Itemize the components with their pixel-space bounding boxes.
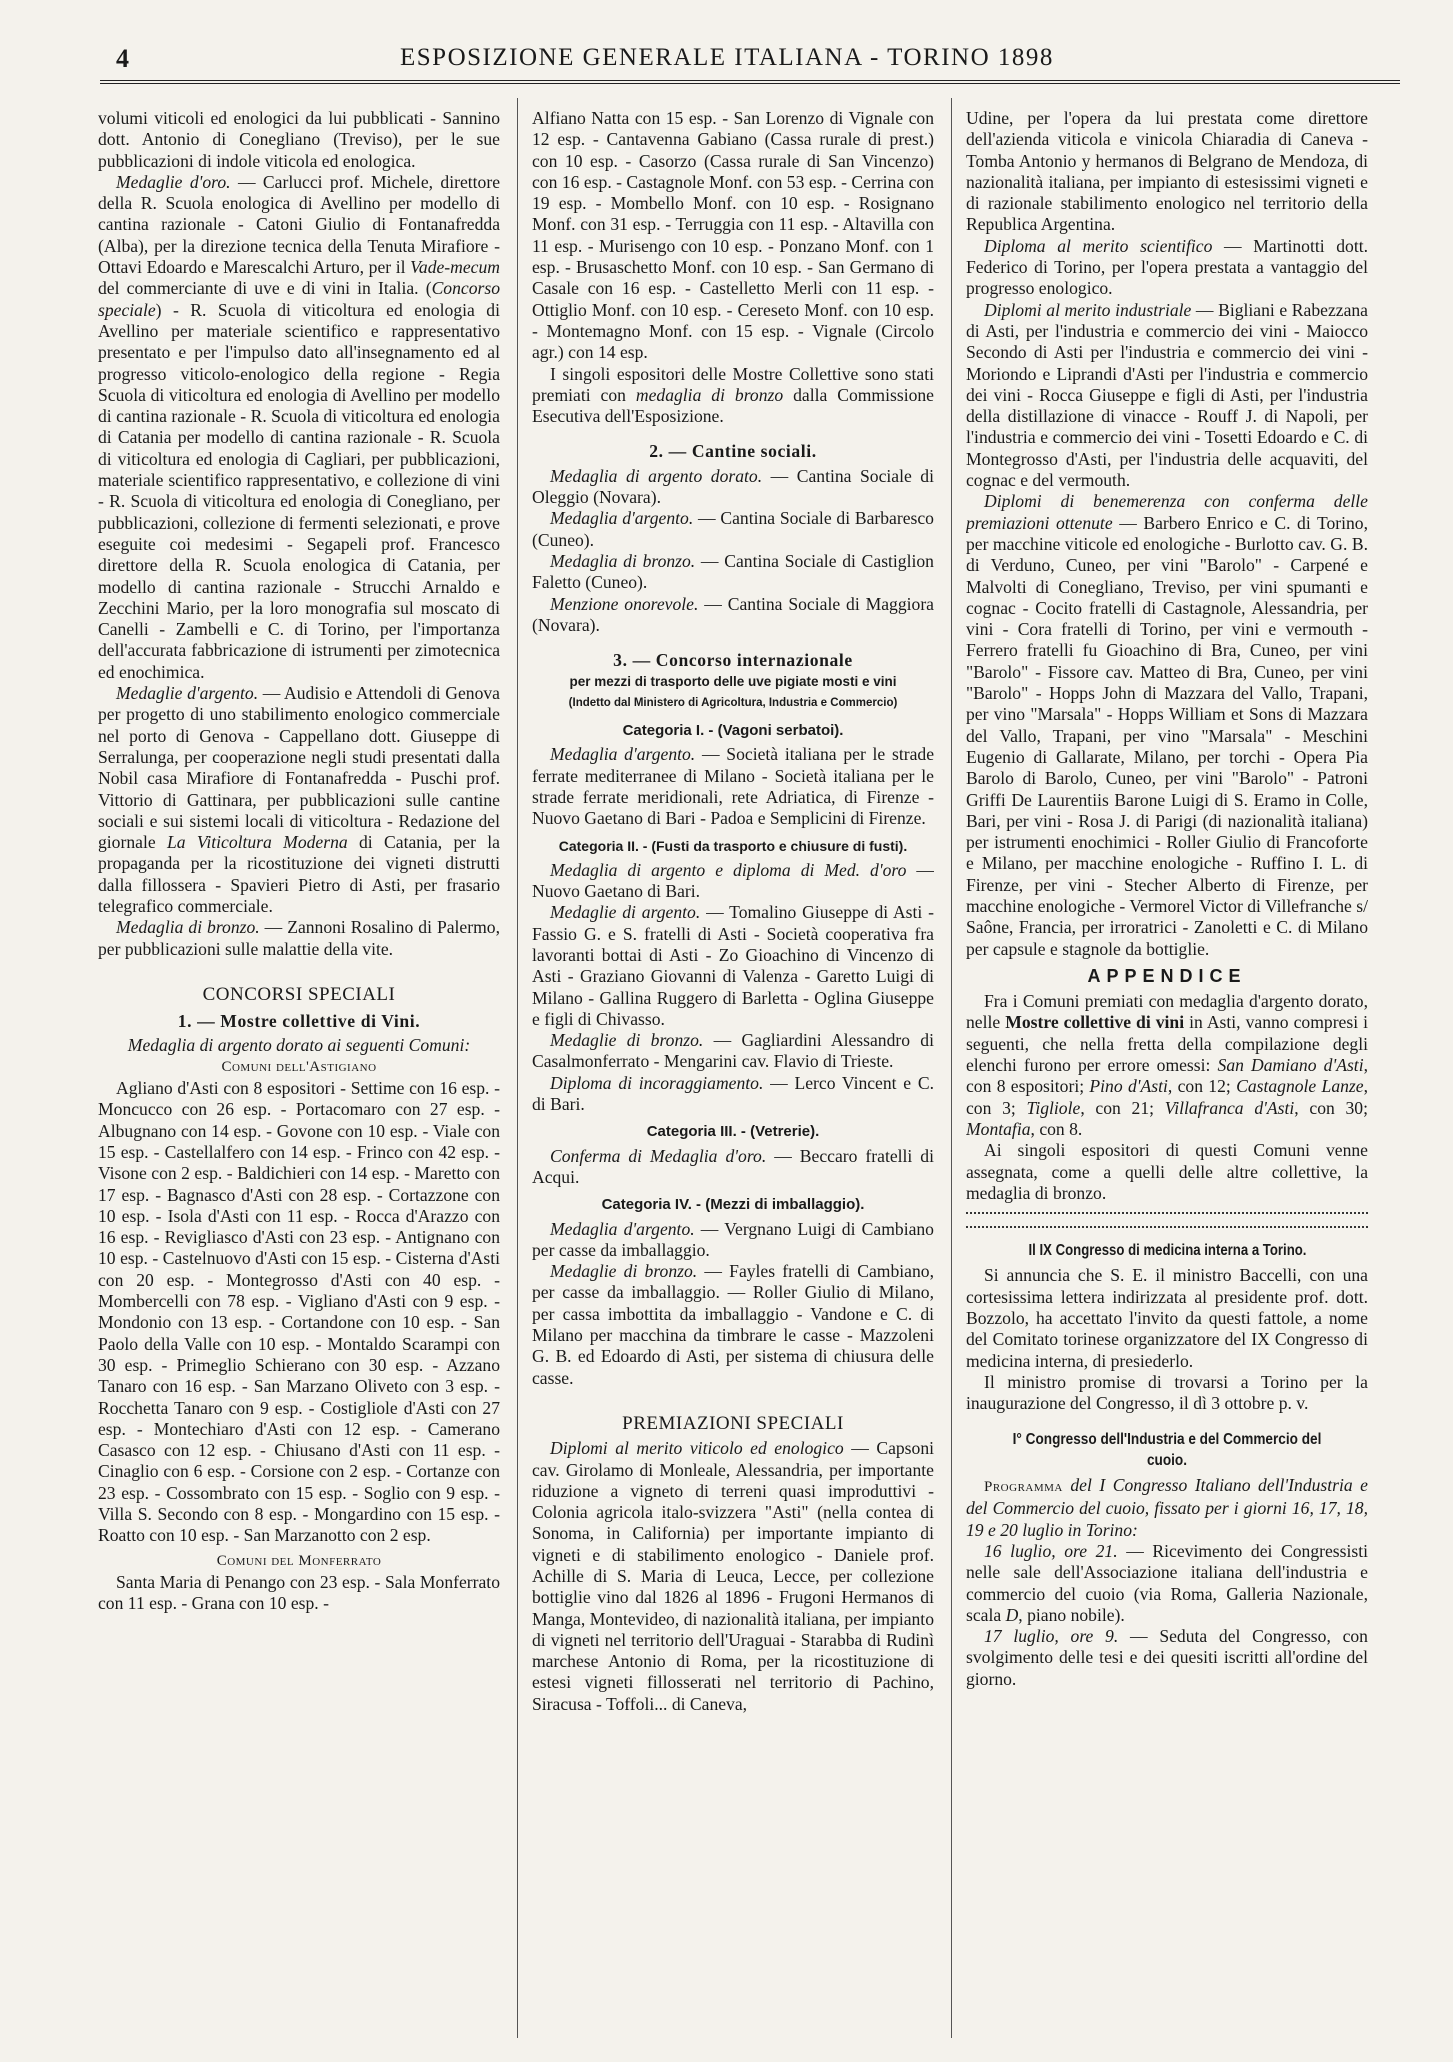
award-label: Medaglie di argento. (550, 902, 701, 923)
award-label: Medaglia d'argento. (550, 744, 696, 765)
text: dalla Commissione Esecutiva dell'Esposizione. (532, 384, 934, 427)
text: , con 12; (1167, 1076, 1237, 1097)
award-label: Medaglia di bronzo. (550, 550, 696, 571)
award-text: di Catania, per la propaganda per la ricostituzione dei vigneti distrutti dalla fillossera - Spavieri Pietro di Asti, per frasario telegrafico commerciale. (98, 832, 500, 916)
paragraph (532, 594, 934, 637)
page-number: 4 (116, 44, 129, 73)
text: I singoli espositori delle Mostre Collettive sono stati premiati con (532, 363, 934, 405)
article-title (966, 1423, 1368, 1476)
award-label: Medaglia d'argento. (550, 1218, 695, 1239)
paragraph: Si annuncia che S. E. il ministro Baccelli, con una cortesissima lettera indirizzata al presidente prof. dott. Bozzolo, ha accettato l'invito da questi fattole, a nome del Comitato torinese organizzatore del IX Congresso di medicina interna, di presiederlo. (966, 1265, 1368, 1371)
paragraph (98, 683, 500, 917)
column-middle (532, 108, 934, 2043)
paragraph (532, 1438, 934, 1715)
paragraph (532, 902, 934, 1030)
text: , con 3; (966, 1076, 1368, 1118)
award-text: — Capsoni cav. Girolamo di Monleale, Alessandria, per importante riduzione a vigneto di terreni quasi improduttivi - Colonia agricola italo-svizzera "Asti" (nella contea di Sonoma, in California) per importante impianto di vigneti e di stabilimento enologico - Daniele prof. Achille di S. Maria di Leuca, Lecce, per collezione bottiglie vino dal 1826 al 1896 - Frugoni Hermanos di Manga, Montevideo, di nazionalità italiana, per impianto di vigneti nel territorio dell'Uraguai - Starabba di Rudinì marchese Antonio di Roma, per la ricostituzione di estesi vigneti fillosserati nel territorio di Pachino, Siracusa - Toffoli... di Caneva, (532, 1438, 934, 1714)
text: — Ricevimento dei Congressisti nelle sale dell'Associazione italiana dell'industria e commercio del cuoio (via Roma, Galleria Nazionale, scala (966, 1541, 1368, 1625)
award-label: Diploma al merito scientifico (984, 235, 1213, 256)
text: , con 30; (1294, 1097, 1368, 1118)
award-label: Conferma di Medaglia d'oro. (550, 1145, 767, 1166)
place-name: Pino d'Asti (1089, 1076, 1168, 1097)
column-right (966, 108, 1368, 2043)
article-title-text: Il IX Congresso di medicina interna a Torino. (1028, 1242, 1306, 1260)
paragraph: volumi viticoli ed enologici da lui pubblicati - Sannino dott. Antonio di Conegliano (Treviso), per le sue pubblicazioni di indole viticola ed enologica. (98, 108, 500, 171)
place-name: Tigliole (1026, 1097, 1081, 1118)
paragraph (532, 1073, 934, 1116)
column-divider (951, 98, 952, 2038)
subsection-subtitle: Medaglia di argento dorato ai seguenti Comuni: (127, 1035, 471, 1056)
paragraph (532, 1146, 934, 1189)
paragraph (966, 491, 1368, 960)
award-text: — Beccaro fratelli di Acqui. (532, 1145, 934, 1187)
award-text: — Barbero Enrico e C. di Torino, per macchine viticole ed enologiche - Burlotto cav. G. B. di Verduno, Cuneo, per vini "Barolo" - Carpené e Malvolti di Conegliano, Treviso, per vini spumanti e cognac - Cocito fratelli di Castagnole, Alessandria, per vini - Cora fratelli di Torino, per vini e vermouth - Ferrero fratelli fu Gioachino di Bra, Cuneo, per vini "Barolo" - Fissore cav. Matteo di Bra, Cuneo, per vini "Barolo" - Hopps John di Mazzara del Vallo, Trapani, per vino "Marsala" - Hopps William et Sons di Mazzara del Vallo, Trapani, per vino "Marsala" - Meschini Eugenio di Gallarate, Milano, per torchi - Opera Pia Barolo di Barolo, Cuneo, per vini "Barolo" - Patroni Griffi De Laurentiis Barone Luigi di S. Eramo in Colle, Bari, per vini - Rosa J. di Parigi (di nazionalità italiana) per istrumenti enochimici - Roller Giulio di Francoforte e Milano, per macchine enologiche - Ruffino I. L. di Firenze, per vini - Stecher Alberto di Firenze, per macchine enologiche - Vermorel Victor di Villefranche s/ Saône, Francia, per irroratrici - Zanoletti e C. di Milano per capsule e stagnole da bottiglie. (966, 512, 1368, 959)
place-name: Castagnole Lanze (1236, 1076, 1364, 1097)
column-divider (517, 98, 518, 2038)
category-title: Categoria I. - (Vagoni serbatoi). (622, 722, 844, 740)
award-label: Medaglia di bronzo. (116, 917, 260, 938)
text: Fra i Comuni premiati con medaglia d'argento dorato, nelle (966, 991, 1368, 1033)
subsection-title: 2. — Cantine sociali. (649, 441, 817, 462)
ornamental-divider (966, 1212, 1368, 1228)
award-text: — Società italiana per le strade ferrate mediterranee di Milano - Società italiana per le strade ferrate meridionali, rete Adriatica, di Firenze - Nuovo Gaetano di Bari - Padoa e Semplicini di Firenze. (532, 744, 934, 829)
paragraph: Santa Maria di Penango con 23 esp. - Sala Monferrato con 11 esp. - Grana con 10 esp. - (98, 1571, 500, 1614)
text: D (1005, 1604, 1019, 1625)
award-label: Medaglie di bronzo. (550, 1261, 698, 1282)
award-label: Diploma di incoraggiamento. (550, 1072, 764, 1093)
award-label: Menzione onorevole. (550, 593, 699, 614)
category-title: Categoria III. - (Vetrerie). (646, 1123, 820, 1141)
award-text: — Vergnano Luigi di Cambiano per casse da imballaggio. (532, 1218, 934, 1260)
award-label: Medaglia di argento dorato. (550, 465, 763, 486)
paragraph: Udine, per l'opera da lui prestata come direttore dell'azienda viticola e vinicola Chiaradia di Caneva - Tomba Antonio y hermanos di Belgrano de Mendoza, di nazionalità italiana, per impianto di estesissimi vigneti e di razionale stabilimento enologico nel territorio della Republica Argentina. (966, 108, 1368, 235)
paragraph: Il ministro promise di trovarsi a Torino per la inaugurazione del Congresso, il dì 3 ottobre p. v. (966, 1371, 1368, 1414)
paragraph (532, 1030, 934, 1073)
award-label: Medaglie d'oro. (116, 171, 231, 192)
award-text: — Cantina Sociale di Oleggio (Novara). (532, 465, 934, 508)
subsection-subtitle: per mezzi di trasporto delle uve pigiate mosti e vini (569, 674, 897, 690)
group-heading: Comuni del Monferrato (216, 1552, 382, 1569)
award-label: Diplomi al merito viticolo ed enologico (550, 1438, 844, 1459)
award-text: — Cantina Sociale di Maggiora (Novara). (532, 593, 934, 635)
paragraph (966, 1541, 1368, 1626)
program-label: Programma (984, 1479, 1063, 1496)
award-text: — Zannoni Rosalino di Palermo, per pubblicazioni sulle malattie della vite. (98, 917, 500, 959)
text: , con 21; (1080, 1097, 1165, 1118)
award-text: — Martinotti dott. Federico di Torino, per l'opera prestata a vantaggio del progresso enologico. (966, 235, 1368, 299)
paragraph (532, 466, 934, 509)
text: — Seduta del Congresso, con svolgimento delle tesi e dei quesiti iscritti all'ordine del giorno. (966, 1626, 1368, 1689)
award-label: Medaglia di argento e diploma di Med. d'oro (550, 859, 907, 880)
award-text: — Carlucci prof. Michele, direttore della R. Scuola enologica di Avellino per modello di cantina razionale - Catoni Giulio di Fontanafredda (Alba), per la direzione tecnica della Tenuta Mirafiore - Ottavi Edoardo e Marescalchi Arturo, per il (98, 171, 500, 278)
text: in Asti, vanno compresi i seguenti, che nella fretta della compilazione degli elenchi furono per errore omessi: (966, 1012, 1368, 1076)
article-title (966, 1234, 1368, 1265)
book-title: Vade-mecum (410, 257, 500, 278)
section-title: CONCORSI SPECIALI (202, 983, 396, 1005)
award-text: — Nuovo Gaetano di Bari. (532, 859, 934, 902)
paragraph (966, 236, 1368, 300)
award-text: — Cantina Sociale di Castiglion Faletto (Cuneo). (532, 550, 934, 593)
journal-title: La Viticoltura Moderna (166, 832, 348, 853)
date-label: 16 luglio, ore 21. (984, 1541, 1118, 1561)
paragraph (532, 860, 934, 903)
running-title: ESPOSIZIONE GENERALE ITALIANA - TORINO 1898 (400, 44, 1054, 71)
text: , con 8 espositori; (966, 1055, 1368, 1097)
award-label: Diplomi al merito industriale (984, 299, 1192, 320)
paragraph (532, 364, 934, 428)
award-text: ) - R. Scuola di viticoltura ed enologia di Avellino per materiale scientifico e rappresentativo presentato e per l'impulso dato all'insegnamento ed al progresso viticolo-enologico della regione - Regia Scuola di viticoltura ed enologia di Avellino per modello di cantina razionale - R. Scuola di viticoltura ed enologia di Catania per modello di cantina razionale - R. Scuola di viticoltura ed enologia di Cagliari, per pubblicazioni, materiale scientifico rappresentativo, e collezione di vini - R. Scuola di viticoltura ed enologia di Conegliano, per pubblicazioni, collezione di fermenti selezionati, e prove eseguite coi medesimi - Segapeli prof. Francesco direttore della R. Scuola enologica di Catania, per modello di cantina razionale - Strucchi Arnaldo e Zecchini Mario, per la loro monografia sul moscato di Canelli - Zambelli e C. di Torino, per l'importanza dell'accurata fabbricazione di istrumenti per zimotecnica ed enochimica. (98, 299, 500, 682)
paragraph: Ai singoli espositori di questi Comuni venne assegnata, come a quelli delle altre collettive, la medaglia di bronzo. (966, 1140, 1368, 1203)
paragraph (98, 172, 500, 683)
place-name: Montafia (966, 1118, 1031, 1139)
subsection-note: (Indetto dal Ministero di Agricoltura, Industria e Commercio) (568, 696, 898, 709)
program-text: del I Congresso Italiano dell'Industria e del Commercio del cuoio, fissato per i giorni 16, 17, 18, 19 e 20 luglio in Torino: (966, 1475, 1368, 1540)
paragraph (532, 1261, 934, 1389)
award-text: — Audisio e Attendoli di Genova per progetto di uno stabilimento enologico commerciale nel porto di Genova - Cappellano dott. Giuseppe di Serralunga, per cooperazione negli studi presentati dalla Nobil casa Mirafiore di Fontanafredda - Puschi prof. Vittorio di Gattinara, per pubblicazioni sulle cantine sociali e sui sistemi locali di viticoltura - Redazione del giornale (98, 683, 500, 853)
paragraph (966, 1475, 1368, 1541)
text: , piano nobile). (1018, 1604, 1125, 1625)
category-title: Categoria IV. - (Mezzi di imballaggio). (601, 1196, 865, 1214)
paragraph (966, 991, 1368, 1140)
appendix-title: APPENDICE (1087, 965, 1247, 986)
note: Concorso speciale (98, 278, 500, 320)
award-label: Medaglie d'argento. (116, 683, 259, 704)
award-label: Diplomi di benemerenza con conferma delle premiazioni ottenute (966, 491, 1368, 533)
award-text: — Tomalino Giuseppe di Asti - Fassio G. e S. fratelli di Asti - Società cooperativa fra lavoranti bottai di Asti - Zo Gioachino di Vincenzo di Asti - Graziano Giovanni di Valenza - Garetto Luigi di Milano - Gallina Ruggero di Barletta - Oglina Giuseppe e figli di Chivasso. (532, 902, 934, 1029)
award-text: — Gagliardini Alessandro di Casalmonferrato - Mengarini cav. Flavio di Trieste. (532, 1030, 934, 1072)
paragraph (966, 1626, 1368, 1690)
paragraph (966, 300, 1368, 492)
article-title-text: I° Congresso dell'Industria e del Commercio del cuoio. (1012, 1430, 1322, 1469)
award-text: del commerciante di uve e di vini in Italia. ( (98, 278, 432, 299)
award-label: medaglia di bronzo (635, 384, 784, 405)
paragraph (532, 744, 934, 829)
paragraph (532, 551, 934, 594)
award-text: — Bigliani e Rabezzana di Asti, per l'industria e commercio dei vini - Maiocco Secondo di Asti per l'industria e commercio dei vini - Moriondo e Liprandi d'Asti per l'industria e commercio dei vini - Rocca Giuseppe e figli di Asti, per l'industria della distillazione di vinacce - Rouff J. di Napoli, per l'industria e commercio dei vini - Tosetti Edoardo e C. di Montegrosso d'Asti, per l'industria delle acquaviti, del cognac e del vermouth. (966, 299, 1368, 491)
date-label: 17 luglio, ore 9. (984, 1626, 1119, 1647)
award-text: — Cantina Sociale di Barbaresco (Cuneo). (532, 508, 934, 550)
paragraph (532, 1219, 934, 1262)
subsection-title: 3. — Concorso internazionale (613, 650, 853, 671)
place-name: San Damiano d'Asti (1217, 1055, 1364, 1076)
award-label: Medaglie di bronzo. (550, 1030, 704, 1051)
paragraph (98, 917, 500, 960)
paragraph: Alfiano Natta con 15 esp. - San Lorenzo di Vignale con 12 esp. - Cantavenna Gabiano (Cassa rurale di prest.) con 10 esp. - Casorzo (Cassa rurale di San Vincenzo) con 16 esp. - Castagnole Monf. con 53 esp. - Cerrina con 19 esp. - Mombello Monf. con 10 esp. - Rosignano Monf. con 31 esp. - Terruggia con 11 esp. - Altavilla con 11 esp. - Murisengo con 10 esp. - Ponzano Monf. con 1 esp. - Brusaschetto Monf. con 10 esp. - San Germano di Casale con 16 esp. - Castelletto Merli con 11 esp. - Ottiglio Monf. con 10 esp. - Cereseto Monf. con 10 esp. - Montemagno Monf. con 15 esp. - Vignale (Circolo agr.) con 14 esp. (532, 108, 934, 363)
place-name: Villafranca d'Asti (1164, 1097, 1295, 1118)
emphasis: Mostre collettive di vini (1005, 1012, 1185, 1033)
group-heading: Comuni dell'Astigiano (221, 1058, 377, 1075)
page-header (100, 40, 1400, 84)
award-text: — Lerco Vincent e C. di Bari. (532, 1072, 934, 1115)
column-left (98, 108, 500, 2043)
section-title: PREMIAZIONI SPECIALI (622, 1412, 844, 1434)
paragraph (532, 508, 934, 551)
paragraph: Agliano d'Asti con 8 espositori - Settime con 16 esp. - Moncucco con 26 esp. - Portacomaro con 27 esp. - Albugnano con 14 esp. - Govone con 10 esp. - Viale con 15 esp. - Castellalfero con 14 esp. - Frinco con 42 esp. - Visone con 2 esp. - Baldichieri con 14 esp. - Maretto con 17 esp. - Bagnasco d'Asti con 28 esp. - Cortazzone con 10 esp. - Isola d'Asti con 11 esp. - Rocca d'Arazzo con 16 esp. - Revigliasco d'Asti con 23 esp. - Antignano con 10 esp. - Castelnuovo d'Asti con 15 esp. - Cisterna d'Asti con 20 esp. - Montegrosso d'Asti con 40 esp. - Mombercelli con 78 esp. - Vigliano d'Asti con 9 esp. - Mondonio con 13 esp. - Cortandone con 10 esp. - San Paolo della Valle con 10 esp. - Montaldo Scarampi con 30 esp. - Primeglio Schierano con 30 esp. - Azzano Tanaro con 16 esp. - San Marzano Oliveto con 3 esp. - Rocchetta Tanaro con 9 esp. - Costigliole d'Asti con 27 esp. - Montechiaro d'Asti con 12 esp. - Camerano Casasco con 12 esp. - Chiusano d'Asti con 11 esp. - Cinaglio con 6 esp. - Corsione con 2 esp. - Cortanze con 23 esp. - Cossombrato con 15 esp. - Soglio con 9 esp. - Villa S. Secondo con 8 esp. - Mongardino con 15 esp. - Roatto con 10 esp. - San Marzanotto con 2 esp. (98, 1078, 500, 1546)
award-label: Medaglia d'argento. (550, 508, 694, 529)
text: , con 8. (1030, 1118, 1083, 1139)
category-title: Categoria II. - (Fusti da trasporto e chiusure di fusti). (558, 837, 908, 854)
award-text: — Fayles fratelli di Cambiano, per casse da imballaggio. — Roller Giulio di Milano, per cassa imbottita da imballaggio - Vandone e C. di Milano per macchina da timbrare le casse - Mazzoleni G. B. ed Edoardo di Asti, per sistema di chiusura delle casse. (532, 1261, 934, 1388)
subsection-title: 1. — Mostre collettive di Vini. (177, 1011, 421, 1032)
